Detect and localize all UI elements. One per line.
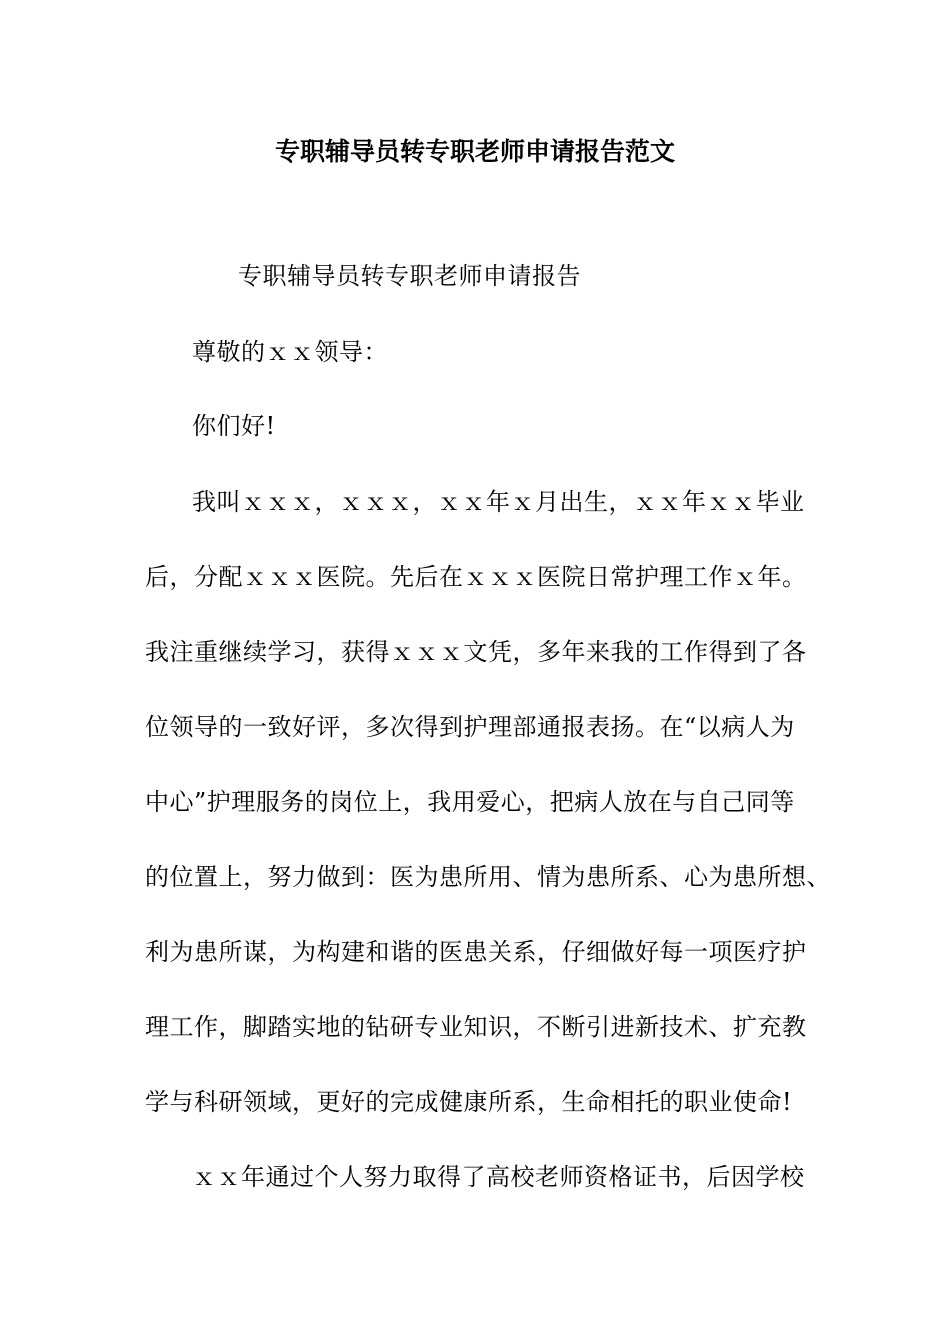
document-title: 专职辅导员转专职老师申请报告范文 xyxy=(274,137,675,166)
body-line: ｘｘ年通过个人努力取得了高校老师资格证书，后因学校 xyxy=(192,1163,805,1191)
body-line: 利为患所谋，为构建和谐的医患关系，仔细做好每一项医疗护 xyxy=(145,938,807,966)
salutation: 尊敬的ｘｘ领导： xyxy=(192,338,388,366)
body-line: 我叫ｘｘｘ，ｘｘｘ，ｘｘ年ｘ月出生，ｘｘ年ｘｘ毕业 xyxy=(192,488,805,516)
body-line: 理工作，脚踏实地的钻研专业知识，不断引进新技术、扩充教 xyxy=(145,1013,807,1041)
body-line: 位领导的一致好评，多次得到护理部通报表扬。在“以病人为 xyxy=(145,713,795,741)
body-line: 我注重继续学习，获得ｘｘｘ文凭，多年来我的工作得到了各 xyxy=(145,638,807,666)
document-subtitle: 专职辅导员转专职老师申请报告 xyxy=(238,262,581,290)
body-line: 后，分配ｘｘｘ医院。先后在ｘｘｘ医院日常护理工作ｘ年。 xyxy=(145,563,807,591)
body-line: 的位置上，努力做到：医为患所用、情为患所系、心为患所想、 xyxy=(145,863,831,891)
greeting: 你们好! xyxy=(192,412,276,440)
body-line: 学与科研领域，更好的完成健康所系，生命相托的职业使命! xyxy=(145,1088,793,1116)
body-line: 中心”护理服务的岗位上，我用爱心，把病人放在与自己同等 xyxy=(145,788,795,816)
